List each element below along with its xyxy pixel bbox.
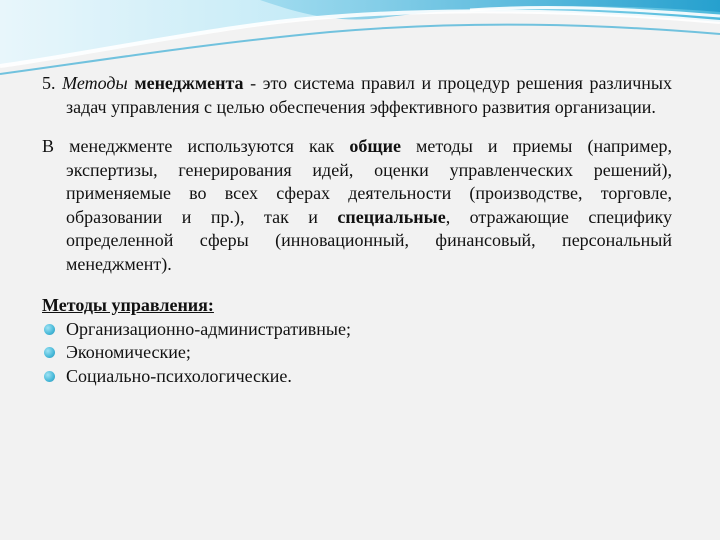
bullet-icon	[44, 324, 55, 335]
list-item	[42, 365, 672, 389]
slide-content	[42, 72, 672, 388]
list-item-label: Организационно-административные;	[66, 318, 352, 339]
header-wave-decoration	[0, 0, 720, 80]
methods-list	[42, 318, 672, 389]
term-management: менеджмента	[134, 73, 244, 93]
term-special: специальные	[337, 206, 446, 227]
paragraph-methods-definition	[42, 72, 672, 119]
term-methods: Методы	[62, 73, 128, 93]
list-item	[42, 341, 672, 365]
paragraph-number: 5.	[42, 73, 56, 93]
list-item-label: Социально-психологические.	[66, 365, 292, 386]
bullet-icon	[44, 347, 55, 358]
bullet-icon	[44, 371, 55, 382]
text-segment-3: , отражающие специфику определенной сферы (инновационный, финансовый, персональный менеджмент).	[66, 206, 672, 274]
methods-section	[42, 294, 672, 388]
list-item-label: Экономические;	[66, 342, 191, 362]
methods-title: Методы управления:	[42, 295, 214, 315]
paragraph-general-special-methods	[42, 135, 672, 276]
term-general: общие	[349, 136, 401, 156]
definition-text: - это система правил и процедур решения различных задач управления с целью обеспечения эффективного развития организации.	[66, 73, 673, 117]
text-segment-1: В менеджменте используются как	[42, 136, 350, 156]
list-item	[42, 318, 672, 342]
text-segment-2: методы и приемы (например, экспертизы, генерирования идей, оценки управленческих решений), применяемые во всех сферах деятельности (производстве, торговле, образовании и пр.), так и	[66, 136, 672, 227]
